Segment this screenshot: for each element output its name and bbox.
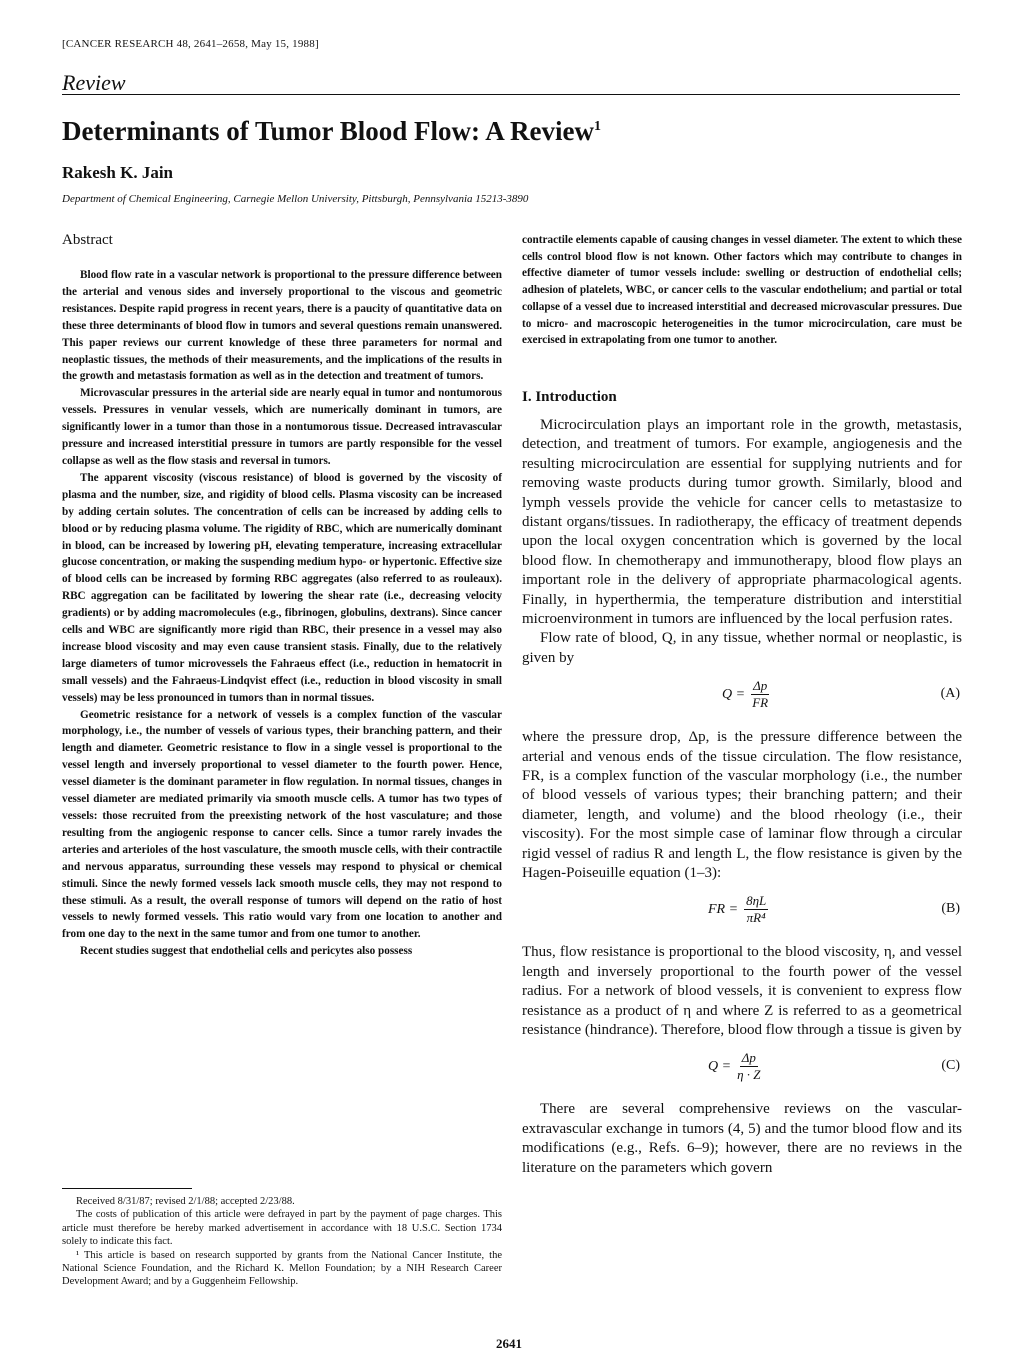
equation-label: (A) (940, 686, 960, 702)
body-paragraph: where the pressure drop, Δp, is the pressure difference between the arterial and venous ends of the tissue circulation. The flow resistance, FR, is a complex function of the vascular morphology (i.e., the number of blood vessels of various types; their branching pattern; and their diameter, length, and volume) and the blood rheology (i.e., their viscosity). For the most simple case of laminar flow through a circular rigid vessel of radius R and length L, the flow resistance is given by the Hagen-Poiseuille equation (1–3): (522, 729, 962, 882)
body-paragraph: Thus, flow resistance is proportional to the blood viscosity, η, and vessel length and inversely proportional to the fourth power of the vessel radius. For a network of blood vessels, it is convenient to express flow resistance as a product of η and where Z is referred to as a geometrical resistance (hindrance). Therefore, blood flow through a tissue is given by (522, 944, 962, 1039)
footnote: The costs of publication of this article were defrayed in part by the payment of page charges. This article must therefore be hereby marked advertisement in accordance with 18 U.S.C. Section 1734 solely to indicate this fact. (62, 1209, 502, 1248)
article-title-text: Determinants of Tumor Blood Flow: A Review (62, 116, 594, 146)
abstract-paragraph: Microvascular pressures in the arterial side are nearly equal in tumor and nontumorous vessels. Pressures in venular vessels, which are numerically dominant in tumors, are significantly lower in a tumor than those in a nontumorous tissue. Decreased intravascular pressure and increased interstitial pressure in tumors are partly responsible for the vessel collapse as well as the flow stasis and reversal in tumors. (62, 387, 502, 467)
equation-label: (B) (941, 901, 960, 917)
fraction (737, 1050, 760, 1083)
equation-lhs: Q = (722, 686, 746, 702)
equation-lhs: FR = (708, 901, 739, 917)
equation-c (522, 1044, 962, 1092)
footnotes (62, 1188, 502, 1289)
journal-citation: [CANCER RESEARCH 48, 2641–2658, May 15, 1988] (62, 38, 319, 50)
author-name: Rakesh K. Jain (62, 163, 173, 182)
abstract-paragraph: Recent studies suggest that endothelial cells and pericytes also possess (80, 945, 413, 958)
page-number: 2641 (496, 1336, 522, 1351)
fraction-denominator: πR⁴ (746, 910, 766, 926)
fraction-numerator: 8ηL (746, 893, 767, 909)
abstract-paragraph: Geometric resistance for a network of vessels is a complex function of the vascular morphology, i.e., the number of vessels of various types, their branching pattern, and their length and diameter. Geometric resistance to flow in a single vessel is proportional to the vessel length and inversely proportional to vessel diameter to the fourth power. Hence, vessel diameter is the dominant parameter in flow regulation. In normal tissues, changes in vessel diameter are mediated primarily via smooth muscle cells. A tumor has two types of vessels: those recruited from the preexisting network of the host vasculature; and those resulting from the angiogenic response to cancer cells. Since a tumor rarely invades the arteries and arterioles of the host vasculature, the smooth muscle cells, with their contractile and nervous apparatus, surrounding these vessels may respond to physical or chemical stimuli. Since the newly formed vessels lack smooth muscle cells, they may not respond to these stimuli. As a result, the overall response of tumors will depend on the ratio of host vessels to newly formed vessels. This ratio would vary from one location to another and from one day to the next in the same tumor and from one tumor to another. (62, 708, 502, 941)
footnote-divider (62, 1188, 192, 1189)
body-paragraph: Flow rate of blood, Q, in any tissue, whether normal or neoplastic, is given by (522, 630, 962, 666)
abstract-paragraph: Blood flow rate in a vascular network is proportional to the pressure difference between the arterial and venous sides and inversely proportional to the viscous and geometric resistances. Despite rapid progress in recent years, there is a paucity of quantitative data on these three determinants of blood flow in tumors and several questions remain unanswered. This paper reviews our current knowledge of these three parameters for normal and neoplastic tissues, the methods of their measurements, and the implications of the results in the growth and metastasis formation as well as in the detection and treatment of tumors. (62, 269, 502, 383)
author-affiliation: Department of Chemical Engineering, Carnegie Mellon University, Pittsburgh, Pennsylvania 15213-3890 (62, 193, 529, 205)
fraction (751, 678, 769, 711)
title-footnote-mark: 1 (594, 119, 601, 134)
abstract-continuation: contractile elements capable of causing changes in vessel diameter. The extent to which these cells control blood flow is not known. Other factors which may contribute to changes in effective diameter of tumor vessels include: swelling or destruction of endothelial cells; adhesion of platelets, WBC, or cancer cells to the vascular endothelium; and partial or total collapse of a vessel due to increased interstitial and decreased microvascular pressures. Due to micro- and macroscopic heterogeneities in the tumor microcirculation, care must be exercised in extrapolating from one tumor to another. (522, 234, 962, 347)
fraction (744, 893, 768, 926)
abstract-heading: Abstract (62, 232, 113, 248)
equation-a (522, 672, 962, 720)
right-column (522, 232, 962, 1178)
equation-lhs: Q = (708, 1058, 732, 1074)
introduction-heading: I. Introduction (522, 388, 617, 405)
section-label: Review (62, 70, 126, 95)
equation-label: (C) (941, 1058, 960, 1074)
fraction-denominator: FR (752, 695, 769, 711)
fraction-numerator: Δp (741, 1050, 756, 1066)
article-title (62, 116, 601, 147)
fraction-denominator: η · Z (737, 1067, 761, 1083)
footnote: ¹ This article is based on research supported by grants from the National Cancer Institute, the National Science Foundation, and the Richard K. Mellon Foundation; by a NIH Research Career Development Award; and by a Guggenheim Fellowship. (62, 1249, 502, 1288)
equation-b (522, 887, 962, 935)
fraction-numerator: Δp (753, 678, 768, 694)
header-divider (62, 94, 960, 95)
abstract-paragraph: The apparent viscosity (viscous resistance) of blood is governed by the viscosity of plasma and the number, size, and rigidity of blood cells. Plasma viscosity can be increased by adding certain solutes. The concentration of cells can be increased by adding cells to blood or by reducing plasma volume. The rigidity of RBC, which are numerically dominant in blood, can be increased by lowering pH, elevating temperature, increasing extracellular glucose concentration, or making the suspending medium hypo- or hypertonic. Effective size of blood cells can be increased by forming RBC aggregates (also referred to as rouleaux). RBC aggregation can be facilitated by lowering the shear rate (i.e., decreasing velocity gradients) or by adding macromolecules (e.g., fibrinogen, globulins, dextrans). Since cancer cells and WBC are significantly more rigid than RBC, their presence in a vessel may also increase blood viscosity and may even cause transient stasis. Finally, due to the relatively large diameters of tumor microvessels the Fahraeus effect (i.e., reduction in hematocrit in small vessels) and the Fahraeus-Lindqvist effect (i.e., reduction in blood viscosity in small vessels) may be less pronounced in tumors than in normal tissues. (62, 471, 502, 704)
left-column (62, 232, 502, 960)
body-paragraph: Microcirculation plays an important role in the growth, metastasis, detection, and treatment of tumors. For example, angiogenesis and the resulting microcirculation are essential for supplying nutrients and for removing waste products during tumor growth. Similarly, blood and lymph vessels provide the vehicle for cancer cells to metastasize to distant organs/tissues. In radiotherapy, the efficacy of treatment depends upon the local oxygen concentration which is governed by the local blood flow. In chemotherapy and immunotherapy, blood flow plays an important role in the delivery of appropriate pharmacological agents. Finally, in hyperthermia, the temperature distribution and interstitial microenvironment in tumors are influenced by the local perfusion rates. (522, 416, 962, 627)
footnote: Received 8/31/87; revised 2/1/88; accepted 2/23/88. (76, 1196, 295, 1207)
body-paragraph: There are several comprehensive reviews on the vascular-extravascular exchange in tumors (4, 5) and the tumor blood flow and its modifications (e.g., Refs. 6–9); however, there are no reviews in the literature on the parameters which govern (522, 1101, 962, 1176)
